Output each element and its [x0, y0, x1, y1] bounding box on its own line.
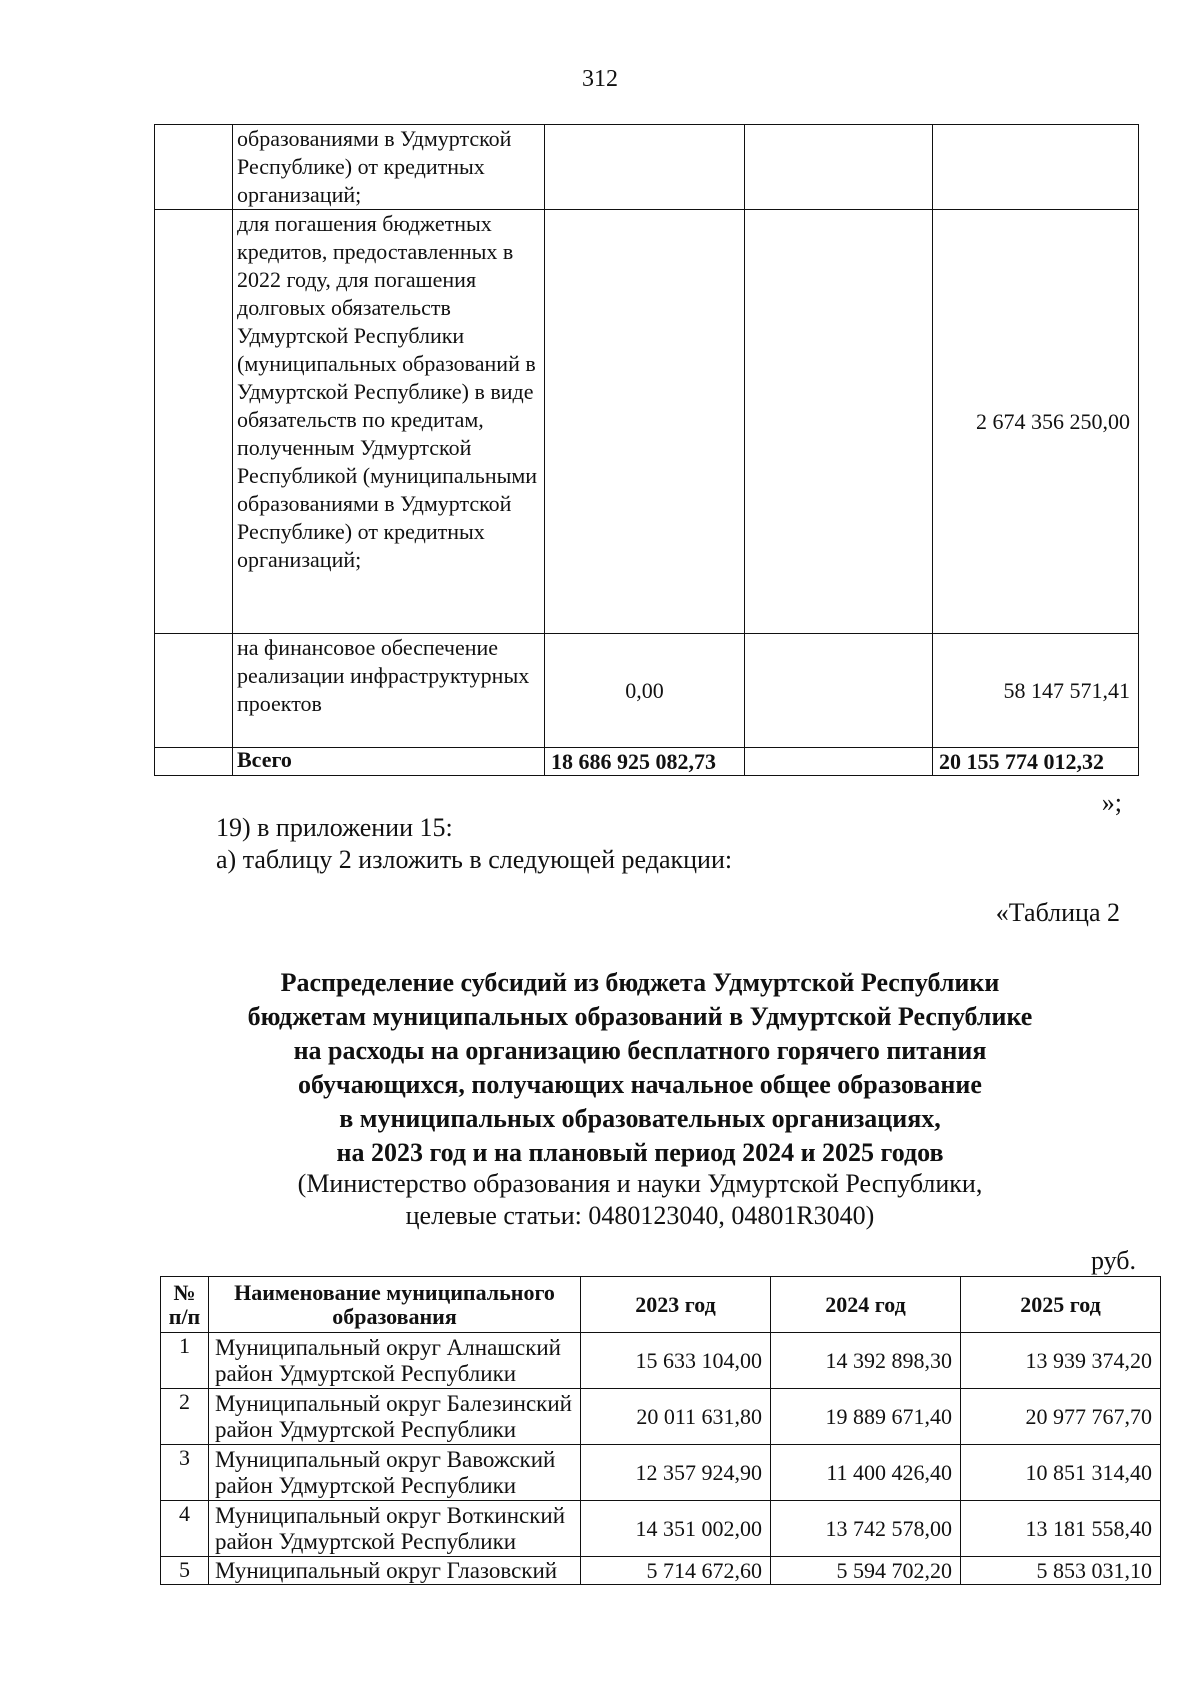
value-2023: 15 633 104,00	[581, 1333, 771, 1389]
value-2023: 5 714 672,60	[581, 1557, 771, 1585]
row-number: 1	[161, 1333, 209, 1389]
table-cell-empty	[745, 125, 933, 210]
table-title-line: в муниципальных образовательных организациях,	[339, 1104, 941, 1133]
table-cell-empty	[155, 634, 233, 748]
total-value-b: 20 155 774 012,32	[933, 748, 1139, 776]
value-2025: 13 939 374,20	[961, 1333, 1161, 1389]
table-caption: «Таблица 2	[995, 898, 1120, 927]
value-2023: 20 011 631,80	[581, 1389, 771, 1445]
table-title-line: Распределение субсидий из бюджета Удмуртской Республики	[280, 968, 1000, 997]
total-label: Всего	[233, 748, 545, 776]
currency-unit: руб.	[1090, 1246, 1136, 1275]
ministry-line: (Министерство образования и науки Удмуртской Республики,	[297, 1169, 983, 1198]
table-title-line: на 2023 год и на плановый период 2024 и 2025 годов	[336, 1138, 944, 1167]
table-row	[161, 1389, 1161, 1445]
table-title-line: обучающихся, получающих начальное общее образование	[298, 1070, 982, 1099]
row-text: образованиями в Удмуртской Республике) от кредитных организаций;	[233, 125, 545, 210]
value-2024: 13 742 578,00	[771, 1501, 961, 1557]
value-2023: 14 351 002,00	[581, 1501, 771, 1557]
value-2024: 14 392 898,30	[771, 1333, 961, 1389]
page-number: 312	[582, 66, 618, 92]
header-2024: 2024 год	[771, 1277, 961, 1333]
value-2024: 5 594 702,20	[771, 1557, 961, 1585]
table-cell-empty	[155, 210, 233, 634]
table-row	[161, 1501, 1161, 1557]
row-number: 2	[161, 1389, 209, 1445]
table-row	[161, 1333, 1161, 1389]
municipality-name: Муниципальный округ Алнашский район Удмуртской Республики	[209, 1333, 581, 1389]
municipality-name: Муниципальный округ Воткинский район Удмуртской Республики	[209, 1501, 581, 1557]
table-header-row	[161, 1277, 1161, 1333]
row-text: для погашения бюджетных кредитов, предоставленных в 2022 году, для погашения долговых обязательств Удмуртской Республики (муниципальных образований в Удмуртской Республике) в виде обязательств по кредитам, полученным Удмуртской Республикой (муниципальными образованиями в Удмуртской Республике) от кредитных организаций;	[233, 210, 545, 634]
table-row	[161, 1557, 1161, 1585]
table-cell-empty	[745, 748, 933, 776]
value-2025: 5 853 031,10	[961, 1557, 1161, 1585]
total-row	[155, 748, 1139, 776]
row-number: 4	[161, 1501, 209, 1557]
table-cell-empty	[155, 748, 233, 776]
header-name: Наименование муниципального образования	[209, 1277, 581, 1333]
row-value-b: 58 147 571,41	[933, 634, 1139, 748]
subsidies-table	[160, 1276, 1161, 1585]
row-value-a: 0,00	[545, 634, 745, 748]
row-value-a	[545, 125, 745, 210]
municipality-name: Муниципальный округ Вавожский район Удмуртской Республики	[209, 1445, 581, 1501]
table-row	[155, 634, 1139, 748]
header-no: № п/п	[161, 1277, 209, 1333]
ministry-line: целевые статьи: 0480123040, 04801R3040)	[405, 1201, 875, 1230]
table-row	[155, 125, 1139, 210]
value-2024: 11 400 426,40	[771, 1445, 961, 1501]
row-text: на финансовое обеспечение реализации инфраструктурных проектов	[233, 634, 545, 748]
table-cell-empty	[745, 634, 933, 748]
total-value-a: 18 686 925 082,73	[545, 748, 745, 776]
table-title-line: бюджетам муниципальных образований в Удмуртской Республике	[247, 1002, 1033, 1031]
table-cell-empty	[745, 210, 933, 634]
municipality-name: Муниципальный округ Глазовский	[209, 1557, 581, 1585]
header-2025: 2025 год	[961, 1277, 1161, 1333]
paragraph-item: а) таблицу 2 изложить в следующей редакции:	[216, 845, 733, 874]
table-row	[161, 1445, 1161, 1501]
table-row	[155, 210, 1139, 634]
table-title-line: на расходы на организацию бесплатного горячего питания	[293, 1036, 987, 1065]
value-2025: 20 977 767,70	[961, 1389, 1161, 1445]
value-2024: 19 889 671,40	[771, 1389, 961, 1445]
table-cell-empty	[155, 125, 233, 210]
paragraph-item: 19) в приложении 15:	[216, 813, 453, 842]
value-2025: 10 851 314,40	[961, 1445, 1161, 1501]
row-number: 5	[161, 1557, 209, 1585]
row-value-b: 2 674 356 250,00	[933, 210, 1139, 634]
row-value-a	[545, 210, 745, 634]
closing-quote: »;	[1101, 788, 1122, 817]
row-number: 3	[161, 1445, 209, 1501]
borrowings-table	[154, 124, 1139, 776]
header-2023: 2023 год	[581, 1277, 771, 1333]
value-2025: 13 181 558,40	[961, 1501, 1161, 1557]
value-2023: 12 357 924,90	[581, 1445, 771, 1501]
municipality-name: Муниципальный округ Балезинский район Удмуртской Республики	[209, 1389, 581, 1445]
row-value-b	[933, 125, 1139, 210]
